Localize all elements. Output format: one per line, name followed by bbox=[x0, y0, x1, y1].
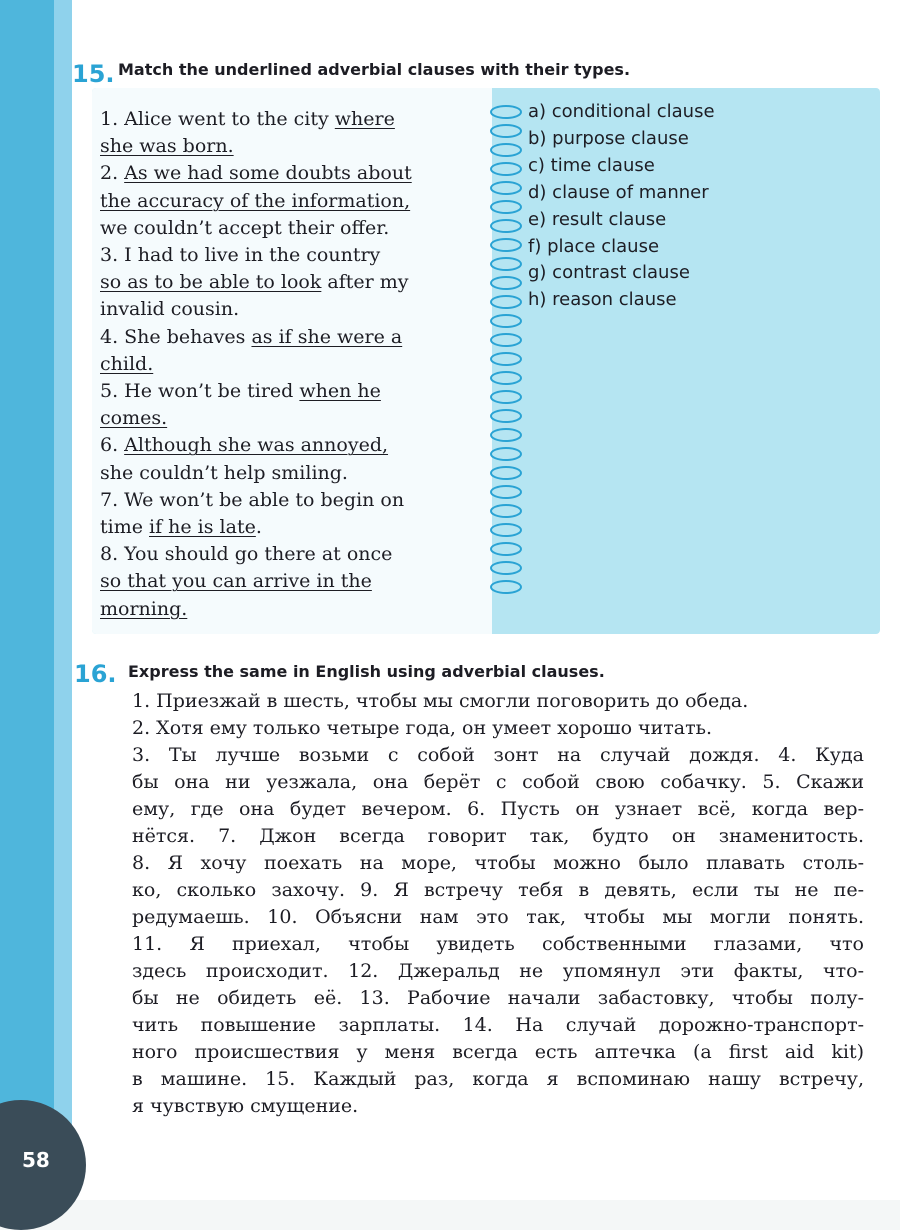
spiral-ring bbox=[491, 106, 521, 118]
sentence-line bbox=[100, 106, 470, 133]
spiral-ring bbox=[491, 277, 521, 289]
sentence-text: she couldn’t help smiling. bbox=[100, 461, 348, 484]
spiral-ring bbox=[491, 372, 521, 384]
underlined-clause: she was born. bbox=[100, 135, 234, 158]
spiral-ring bbox=[491, 524, 521, 536]
exercise-16-line: бы она ни уезжала, она берёт с собой свою собачку. 5. Скажи bbox=[132, 771, 864, 793]
sentence-line bbox=[100, 296, 470, 323]
spiral-ring bbox=[491, 353, 521, 365]
page-number: 58 bbox=[22, 1148, 50, 1172]
spiral-ring bbox=[491, 258, 521, 270]
sentence-line bbox=[100, 432, 470, 459]
spiral-ring bbox=[491, 201, 521, 213]
sentence-text: . bbox=[255, 516, 262, 538]
underlined-clause: where bbox=[334, 108, 395, 130]
clause-type-option: a) conditional clause bbox=[528, 101, 715, 122]
spiral-ring bbox=[491, 391, 521, 403]
spiral-ring bbox=[491, 315, 521, 327]
spiral-ring bbox=[491, 296, 521, 308]
sentence-line bbox=[100, 487, 470, 514]
underlined-clause: As we had some doubts about bbox=[124, 162, 412, 185]
sentence-line bbox=[100, 160, 470, 187]
underlined-clause: Although she was annoyed, bbox=[124, 434, 389, 457]
sentence-line bbox=[100, 351, 470, 378]
clause-type-option: d) clause of manner bbox=[528, 181, 709, 203]
exercise-16-line: я чувствую смущение. bbox=[132, 1095, 359, 1117]
spiral-ring bbox=[491, 448, 521, 460]
underlined-clause: as if she were a bbox=[251, 325, 403, 348]
spiral-ring bbox=[491, 220, 521, 232]
sentence-text: 4. She behaves bbox=[100, 325, 252, 348]
spiral-ring bbox=[491, 562, 521, 574]
sentence-line bbox=[100, 324, 470, 351]
sentence-text: time bbox=[100, 516, 150, 538]
spiral-ring bbox=[491, 467, 521, 479]
exercise-16-number: 16. bbox=[74, 660, 117, 688]
clause-type-option: h) reason clause bbox=[528, 289, 677, 311]
sentence-line bbox=[100, 269, 470, 296]
sentence-text: after my bbox=[321, 271, 409, 294]
exercise-16-line: бы не обидеть её. 13. Рабочие начали забастовку, чтобы полу- bbox=[132, 987, 864, 1009]
sentence-line bbox=[100, 514, 470, 541]
exercise-16-line: 11. Я приехал, чтобы увидеть собственными глазами, что bbox=[132, 933, 864, 955]
sentence-text: 8. You should go there at once bbox=[100, 543, 393, 566]
sentence-text: invalid cousin. bbox=[100, 298, 240, 321]
sentence-line bbox=[100, 215, 470, 242]
exercise-16-line: ного происшествия у меня всегда есть аптечка (a first aid kit) bbox=[132, 1041, 864, 1063]
underlined-clause: comes. bbox=[100, 407, 168, 430]
exercise-16-line: ему, где она будет вечером. 6. Пусть он узнает всё, когда вер- bbox=[132, 798, 864, 820]
exercise-16-line: в машине. 15. Каждый раз, когда я вспоминаю нашу встречу, bbox=[132, 1068, 864, 1090]
sentence-text: 2. bbox=[100, 162, 125, 185]
underlined-clause: the accuracy of the information, bbox=[100, 189, 411, 212]
spiral-ring bbox=[491, 144, 521, 156]
exercise-16-line: 1. Приезжай в шесть, чтобы мы смогли поговорить до обеда. bbox=[132, 690, 749, 712]
spiral-ring bbox=[491, 486, 521, 498]
exercise-16-line: чить повышение зарплаты. 14. На случай дорожно-транспорт- bbox=[132, 1014, 864, 1036]
sentence-text: 3. I had to live in the country bbox=[100, 244, 381, 266]
sentence-line bbox=[100, 405, 470, 432]
sidebar-stripe bbox=[54, 0, 72, 1200]
spiral-ring bbox=[491, 163, 521, 175]
spiral-ring bbox=[491, 410, 521, 422]
sentence-line bbox=[100, 188, 470, 215]
exercise-16-line: редумаешь. 10. Объясни нам это так, чтобы мы могли понять. bbox=[132, 906, 864, 928]
clause-type-option: f) place clause bbox=[528, 235, 660, 257]
underlined-clause: so that you can arrive in the bbox=[100, 570, 372, 593]
exercise-16-line: нётся. 7. Джон всегда говорит так, будто он знаменитость. bbox=[132, 825, 864, 847]
sentence-text: 6. bbox=[100, 434, 125, 457]
sentence-text: 7. We won’t be able to begin on bbox=[100, 488, 405, 511]
sentence-text: 1. Alice went to the city bbox=[100, 108, 335, 130]
clause-type-option: e) result clause bbox=[528, 208, 667, 230]
sentence-line bbox=[100, 378, 470, 405]
exercise-16-text bbox=[132, 688, 864, 1120]
page-sidebar bbox=[0, 0, 72, 1200]
exercise-16-title: Express the same in English using adverbial clauses. bbox=[128, 662, 605, 681]
underlined-clause: so as to be able to look bbox=[100, 271, 322, 294]
clause-type-option: b) purpose clause bbox=[528, 127, 689, 149]
exercise-16-line: 3. Ты лучше возьми с собой зонт на случай дождя. 4. Куда bbox=[132, 744, 864, 766]
spiral-ring bbox=[491, 182, 521, 194]
spiral-ring bbox=[491, 543, 521, 555]
spiral-binding-icon bbox=[486, 102, 526, 602]
underlined-clause: when he bbox=[299, 380, 381, 402]
sentence-line bbox=[100, 568, 470, 595]
sentence-line bbox=[100, 133, 470, 160]
underlined-clause: if he is late bbox=[149, 516, 256, 538]
spiral-ring bbox=[491, 581, 521, 593]
sentence-text: we couldn’t accept their offer. bbox=[100, 216, 390, 239]
sentence-line bbox=[100, 596, 470, 623]
sentence-text: 5. He won’t be tired bbox=[100, 380, 300, 402]
sentence-line bbox=[100, 242, 470, 269]
sentence-line bbox=[100, 460, 470, 487]
exercise-16-line: ко, сколько захочу. 9. Я встречу тебя в девять, если ты не пе- bbox=[132, 879, 864, 901]
spiral-ring bbox=[491, 125, 521, 137]
sentence-line bbox=[100, 541, 470, 568]
clause-type-option: g) contrast clause bbox=[528, 262, 690, 284]
spiral-ring bbox=[491, 239, 521, 251]
exercise-16-line: 2. Хотя ему только четыре года, он умеет хорошо читать. bbox=[132, 717, 713, 739]
underlined-clause: morning. bbox=[100, 597, 188, 620]
exercise-15-number: 15. bbox=[72, 60, 115, 88]
exercise-16-line: 8. Я хочу поехать на море, чтобы можно было плавать столь- bbox=[132, 852, 864, 874]
clause-type-option: c) time clause bbox=[528, 154, 655, 176]
exercise-16-line: здесь происходит. 12. Джеральд не упомянул эти факты, что- bbox=[132, 960, 864, 982]
exercise-15-title: Match the underlined adverbial clauses with their types. bbox=[118, 60, 631, 79]
spiral-ring bbox=[491, 505, 521, 517]
spiral-ring bbox=[491, 334, 521, 346]
spiral-ring bbox=[491, 429, 521, 441]
underlined-clause: child. bbox=[100, 352, 154, 375]
